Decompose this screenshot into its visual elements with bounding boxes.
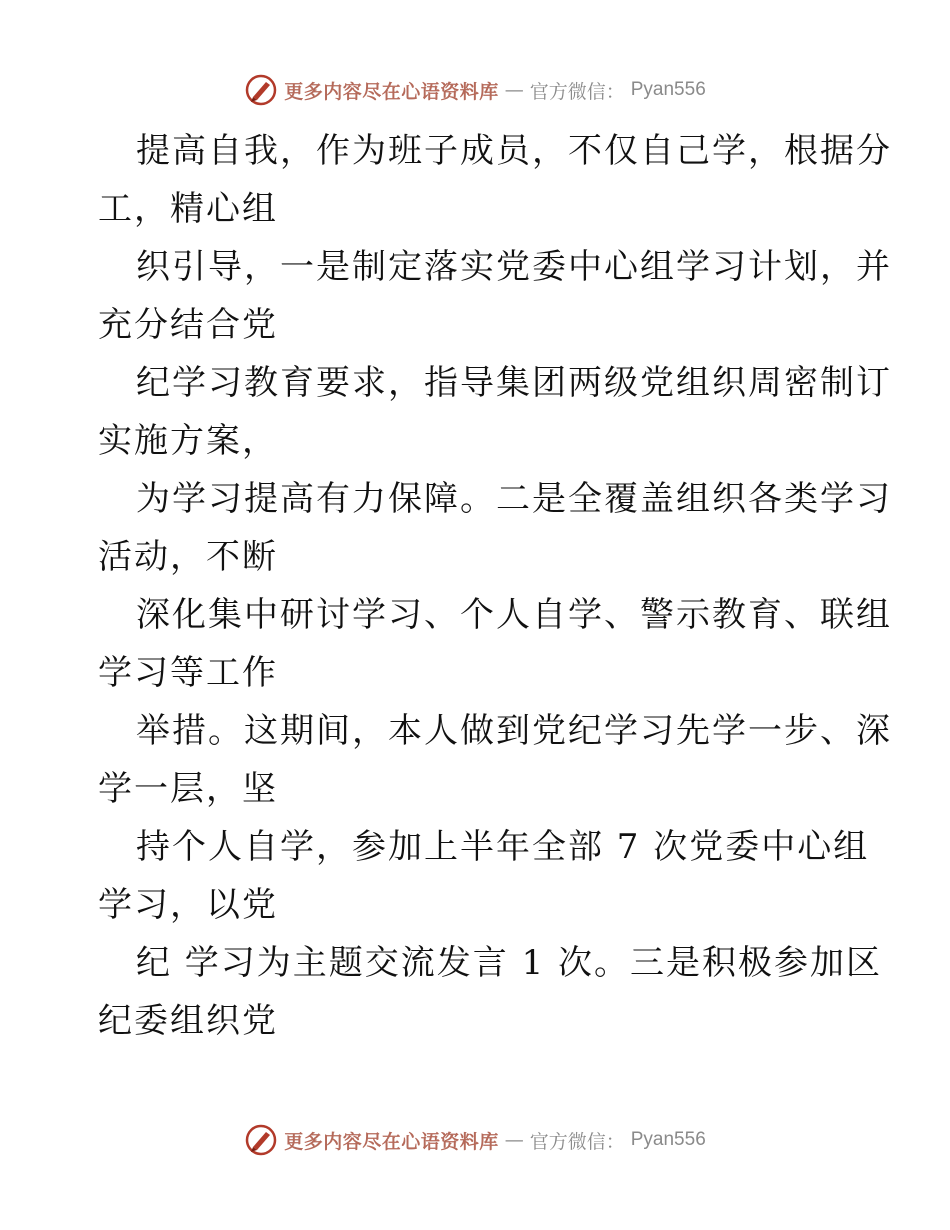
text-line: 活动，不断	[98, 537, 278, 577]
watermark-wechat-id: Pyan556	[630, 1129, 706, 1150]
text-line: 提高自我，作为班子成员，不仅自己学，根据分	[136, 131, 892, 171]
text-line: 学一层，坚	[98, 769, 278, 809]
text-line: 举措。这期间，本人做到党纪学习先学一步、深	[136, 711, 892, 751]
text-line: 织引导，一是制定落实党委中心组学习计划，并	[136, 247, 892, 287]
text-line: 纪学习教育要求，指导集团两级党组织周密制订	[136, 363, 892, 403]
text-line: 学习，以党	[98, 885, 278, 925]
pen-logo-icon	[244, 1123, 278, 1157]
text-line: 学习等工作	[98, 653, 278, 693]
text-line: 纪委组织党	[98, 1001, 278, 1041]
text-line: 为学习提高有力保障。二是全覆盖组织各类学习	[136, 479, 892, 519]
text-line: 充分结合党	[98, 305, 278, 345]
text-line: 持个人自学，参加上半年全部 7 次党委中心组	[136, 827, 870, 867]
document-body	[98, 122, 892, 1050]
watermark-wechat-label: 官方微信：	[529, 80, 625, 103]
watermark-wechat-label: 官方微信：	[529, 1130, 625, 1153]
watermark-dash: —	[504, 1129, 524, 1151]
watermark-text: 更多内容尽在心语资料库	[284, 1130, 499, 1153]
text-line: 实施方案，	[98, 421, 278, 461]
text-line: 纪 学习为主题交流发言 1 次。三是积极参加区	[136, 943, 883, 983]
text-line: 深化集中研讨学习、个人自学、警示教育、联组	[136, 595, 892, 635]
pen-logo-icon	[244, 73, 278, 107]
watermark-wechat-id: Pyan556	[630, 79, 706, 100]
footer-watermark	[0, 1120, 950, 1160]
header-watermark	[0, 70, 950, 110]
watermark-dash: —	[504, 79, 524, 101]
text-line: 工，精心组	[98, 189, 278, 229]
watermark-text: 更多内容尽在心语资料库	[284, 80, 499, 103]
